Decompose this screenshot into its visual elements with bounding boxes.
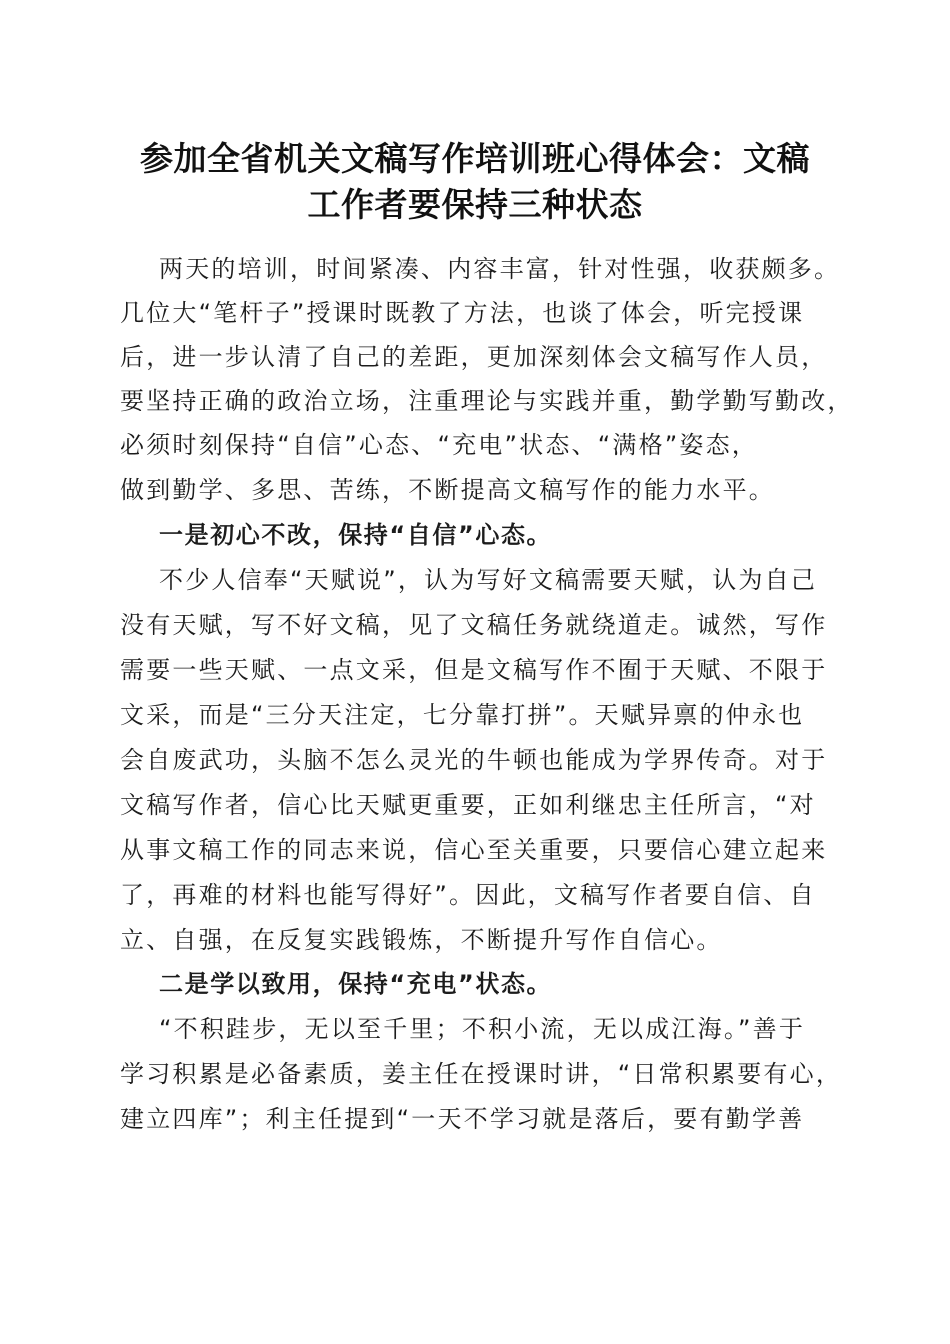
paragraph-line: 需要一些天赋、一点文采，但是文稿写作不囿于天赋、不限于 — [120, 656, 828, 684]
paragraph-line: 必须时刻保持“自信”心态、“充电”状态、“满格”姿态， — [120, 431, 758, 459]
paragraph-line: 文采，而是“三分天注定，七分靠打拼”。天赋异禀的仲永也 — [120, 701, 805, 729]
paragraph-line: 会自废武功，头脑不怎么灵光的牛顿也能成为学界传奇。对于 — [120, 746, 828, 774]
paragraph-line: 学习积累是必备素质，姜主任在授课时讲，“日常积累要有心， — [120, 1060, 843, 1088]
paragraph-line: 不少人信奉“天赋说”，认为写好文稿需要天赋，认为自己 — [159, 566, 818, 594]
paragraph-line: 了，再难的材料也能写得好”。因此，文稿写作者要自信、自 — [120, 881, 816, 909]
paragraph-line: 文稿写作者，信心比天赋更重要，正如利继忠主任所言，“对 — [120, 791, 816, 819]
section-heading-2: 二是学以致用，保持“充电”状态。 — [159, 970, 553, 998]
document-title-line-2: 工作者要保持三种状态 — [307, 185, 643, 224]
paragraph-line: 做到勤学、多思、苦练，不断提高文稿写作的能力水平。 — [120, 476, 775, 504]
paragraph-line: 两天的培训，时间紧凑、内容丰富，针对性强，收获颇多。 — [159, 255, 841, 283]
paragraph-line: 几位大“笔杆子”授课时既教了方法，也谈了体会，听完授课 — [120, 299, 805, 327]
paragraph-line: “不积跬步，无以至千里；不积小流，无以成江海。”善于 — [159, 1015, 806, 1043]
paragraph-line: 建立四库”；利主任提到“一天不学习就是落后，要有勤学善 — [120, 1105, 805, 1133]
document-title-line-1: 参加全省机关文稿写作培训班心得体会：文稿 — [140, 139, 810, 178]
section-heading-1: 一是初心不改，保持“自信”心态。 — [159, 521, 553, 549]
paragraph-line: 从事文稿工作的同志来说，信心至关重要，只要信心建立起来 — [120, 836, 828, 864]
paragraph-line: 立、自强，在反复实践锻炼，不断提升写作自信心。 — [120, 926, 723, 954]
paragraph-line: 没有天赋，写不好文稿，见了文稿任务就绕道走。诚然，写作 — [120, 611, 828, 639]
paragraph-line: 后，进一步认清了自己的差距，更加深刻体会文稿写作人员， — [120, 343, 828, 371]
paragraph-line: 要坚持正确的政治立场，注重理论与实践并重，勤学勤写勤改， — [120, 387, 854, 415]
